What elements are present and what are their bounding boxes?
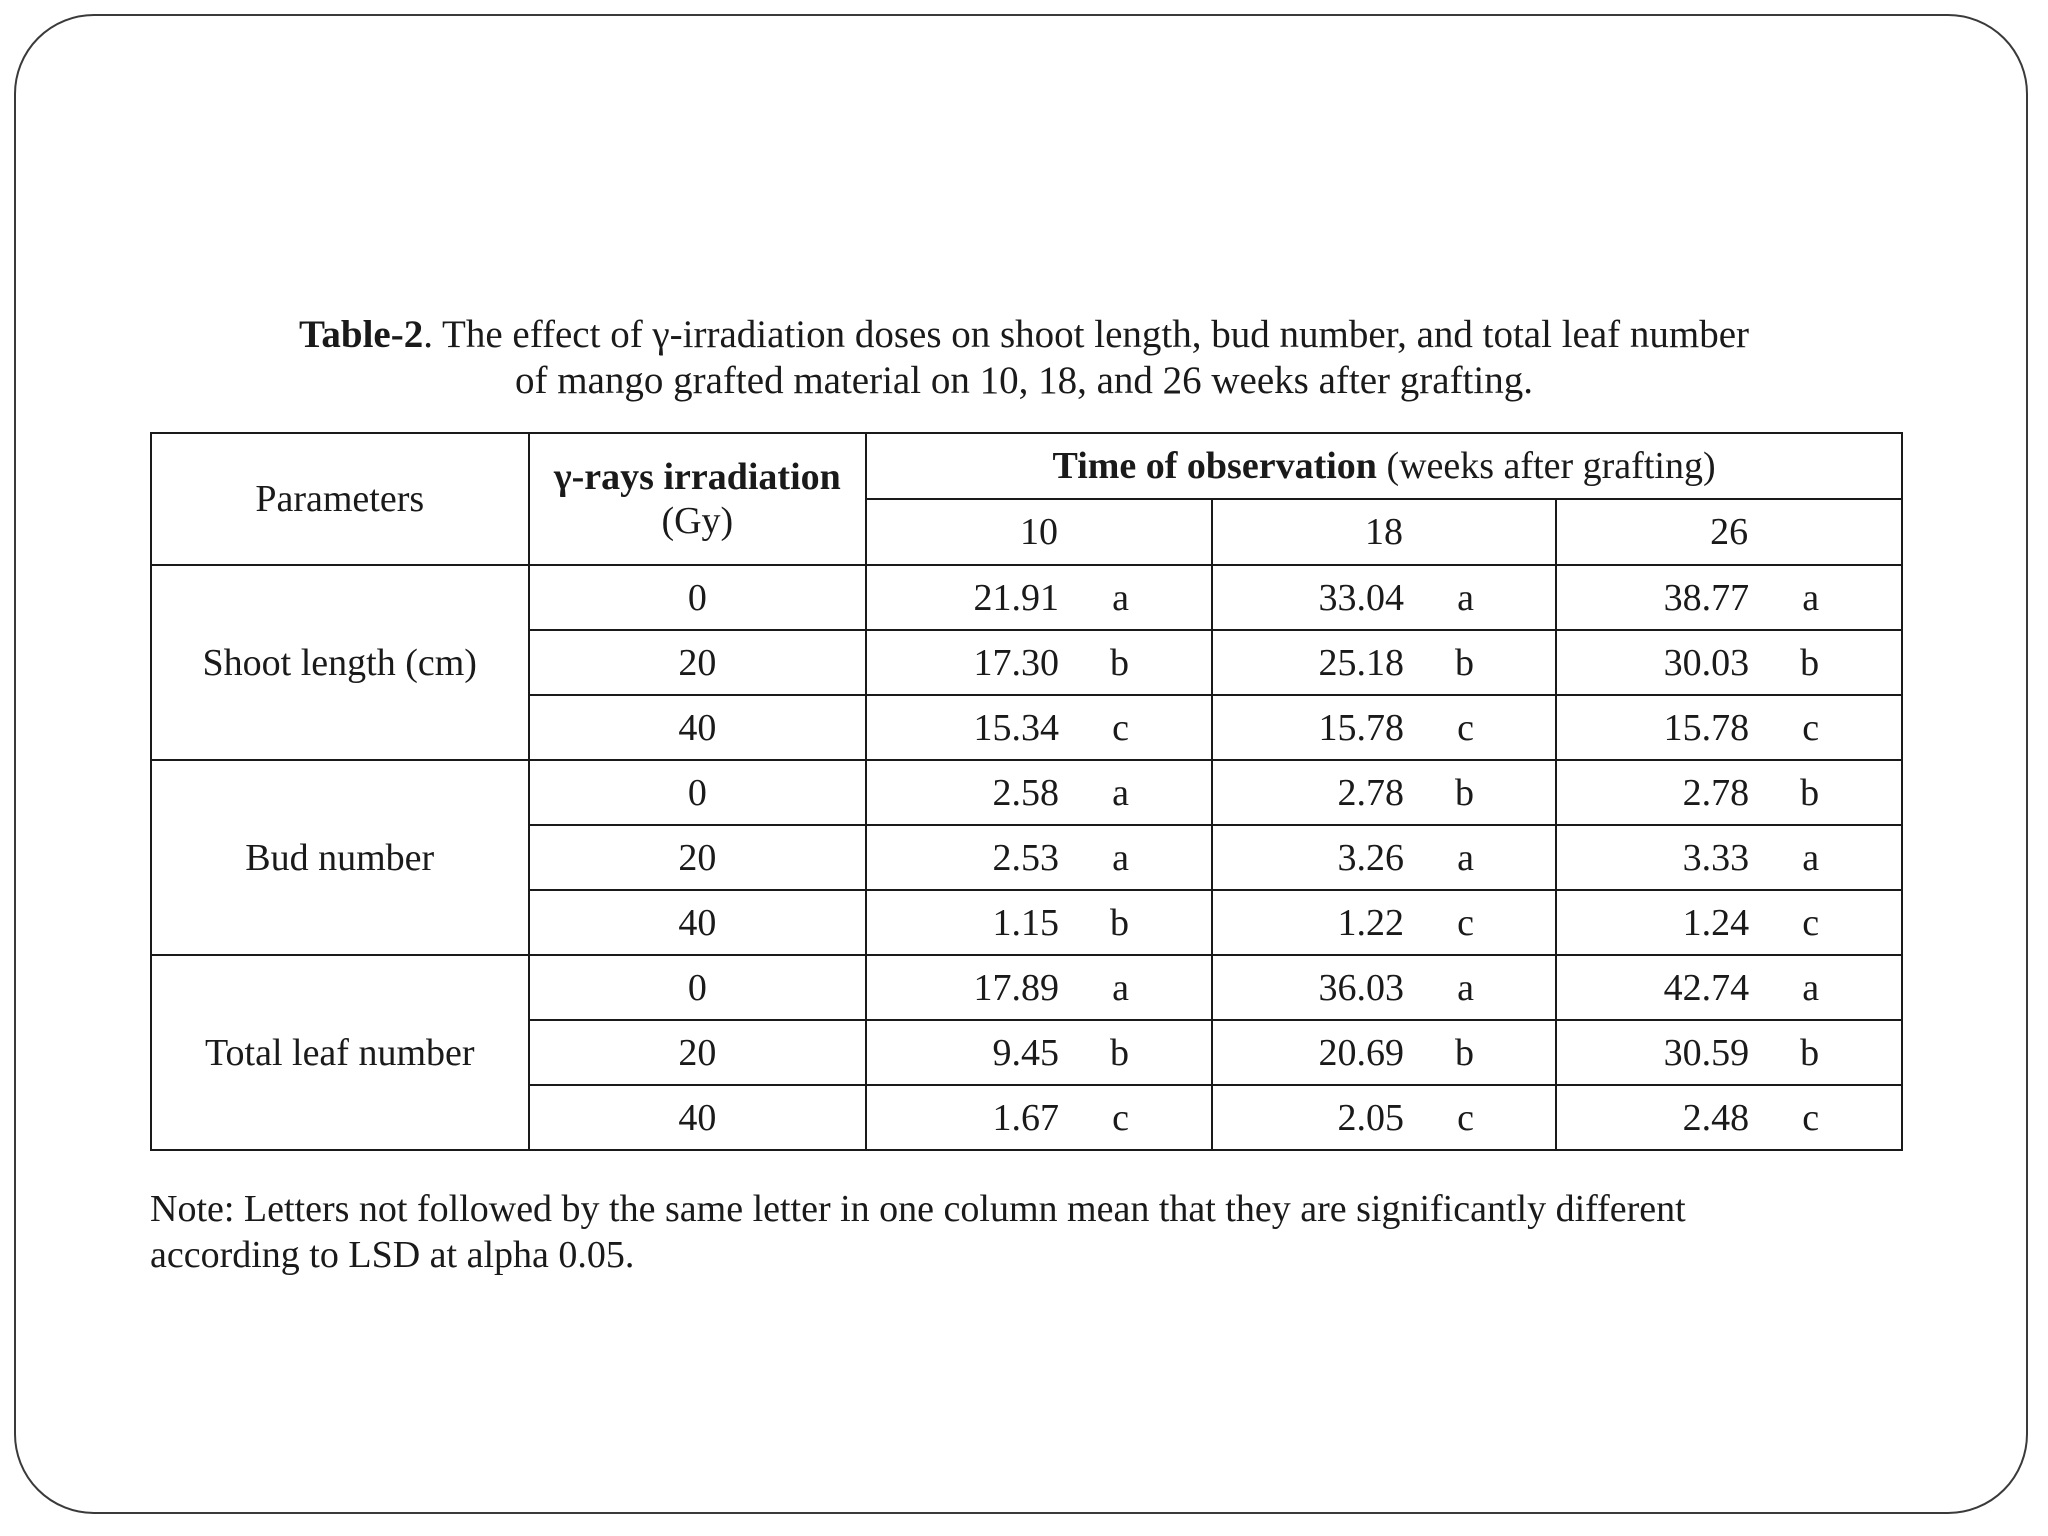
dose-cell: 20 — [529, 825, 867, 890]
value-number: 30.59 — [1663, 1031, 1750, 1074]
value-number: 2.78 — [1682, 771, 1750, 814]
header-irradiation-unit: (Gy) — [661, 500, 734, 542]
value-number: 2.78 — [1337, 771, 1405, 814]
value-number: 33.04 — [1318, 576, 1405, 619]
value-number: 36.03 — [1318, 966, 1405, 1009]
parameter-cell: Shoot length (cm) — [151, 565, 529, 760]
significance-letter: c — [1457, 901, 1475, 944]
dose-cell: 0 — [529, 565, 867, 630]
value-number: 1.24 — [1682, 901, 1750, 944]
value-number: 17.89 — [973, 966, 1059, 1009]
value-cell — [866, 955, 1212, 1020]
value-number: 42.74 — [1663, 966, 1750, 1009]
dose-cell: 40 — [529, 1085, 867, 1150]
value-cell — [1556, 760, 1902, 825]
table-caption — [150, 312, 1898, 404]
note-line-1: Note: Letters not followed by the same letter in one column mean that they are significantly different — [150, 1188, 1686, 1230]
value-cell — [1212, 890, 1557, 955]
dose-cell: 20 — [529, 630, 867, 695]
header-week: 10 — [866, 499, 1212, 565]
significance-letter: b — [1109, 641, 1129, 684]
dose-cell: 0 — [529, 760, 867, 825]
header-time — [866, 433, 1902, 499]
value-cell — [866, 760, 1212, 825]
header-week: 18 — [1212, 499, 1557, 565]
value-number: 15.34 — [973, 706, 1059, 749]
significance-letter: a — [1802, 576, 1820, 619]
significance-letter: b — [1800, 771, 1820, 814]
value-number: 9.45 — [992, 1031, 1059, 1074]
value-number: 1.22 — [1337, 901, 1405, 944]
header-time-label: Time of observation — [1052, 445, 1377, 487]
significance-letter: c — [1802, 1096, 1820, 1139]
dose-cell: 40 — [529, 890, 867, 955]
value-cell — [866, 890, 1212, 955]
significance-letter: c — [1802, 706, 1820, 749]
dose-cell: 0 — [529, 955, 867, 1020]
significance-letter: a — [1457, 576, 1475, 619]
header-parameters: Parameters — [151, 433, 529, 565]
parameter-cell: Bud number — [151, 760, 529, 955]
value-cell — [1212, 630, 1557, 695]
value-cell — [1212, 955, 1557, 1020]
table-note — [150, 1186, 1910, 1278]
significance-letter: c — [1112, 706, 1129, 749]
significance-letter: a — [1802, 836, 1820, 879]
value-cell — [866, 630, 1212, 695]
table-row — [151, 955, 1902, 1020]
value-number: 2.05 — [1337, 1096, 1405, 1139]
significance-letter: a — [1112, 966, 1129, 1009]
significance-letter: b — [1109, 1031, 1129, 1074]
header-irradiation-label: γ-rays irradiation — [553, 456, 841, 498]
value-cell — [1556, 630, 1902, 695]
table-row — [151, 565, 1902, 630]
value-cell — [866, 1020, 1212, 1085]
significance-letter: a — [1457, 836, 1475, 879]
caption-label: Table-2 — [298, 313, 424, 356]
value-cell — [1556, 955, 1902, 1020]
significance-letter: a — [1457, 966, 1475, 1009]
caption-text: . The effect of γ-irradiation doses on shoot length, bud number, and total leaf number — [423, 313, 1750, 356]
value-cell — [1556, 825, 1902, 890]
value-number: 2.53 — [992, 836, 1059, 879]
caption-line-2: of mango grafted material on 10, 18, and 26 weeks after grafting. — [515, 359, 1533, 402]
significance-letter: b — [1800, 641, 1820, 684]
value-number: 38.77 — [1663, 576, 1750, 619]
note-line-2: according to LSD at alpha 0.05. — [150, 1234, 635, 1276]
value-cell — [1212, 760, 1557, 825]
value-cell — [1556, 1085, 1902, 1150]
value-number: 15.78 — [1663, 706, 1750, 749]
value-number: 25.18 — [1318, 641, 1405, 684]
significance-letter: b — [1800, 1031, 1820, 1074]
value-cell — [1212, 565, 1557, 630]
significance-letter: a — [1112, 836, 1129, 879]
header-irradiation — [529, 433, 867, 565]
value-cell — [1556, 890, 1902, 955]
header-time-note: (weeks after grafting) — [1376, 445, 1716, 487]
significance-letter: a — [1112, 576, 1129, 619]
significance-letter: c — [1802, 901, 1820, 944]
value-cell — [1556, 565, 1902, 630]
dose-cell: 40 — [529, 695, 867, 760]
value-number: 21.91 — [973, 576, 1059, 619]
value-cell — [1212, 1085, 1557, 1150]
table-row — [151, 760, 1902, 825]
value-number: 2.58 — [992, 771, 1059, 814]
significance-letter: b — [1455, 1031, 1475, 1074]
value-number: 17.30 — [973, 641, 1059, 684]
significance-letter: c — [1457, 1096, 1475, 1139]
value-number: 30.03 — [1663, 641, 1750, 684]
significance-letter: c — [1112, 1096, 1129, 1139]
table-body — [151, 565, 1902, 1150]
significance-letter: a — [1112, 771, 1129, 814]
value-number: 1.15 — [992, 901, 1059, 944]
value-number: 15.78 — [1318, 706, 1405, 749]
dose-cell: 20 — [529, 1020, 867, 1085]
parameter-cell: Total leaf number — [151, 955, 529, 1150]
value-cell — [1556, 695, 1902, 760]
caption-line-1 — [150, 312, 1898, 358]
significance-letter: b — [1109, 901, 1129, 944]
value-cell — [1212, 825, 1557, 890]
significance-letter: b — [1455, 771, 1475, 814]
header-week: 26 — [1556, 499, 1902, 565]
significance-letter: c — [1457, 706, 1475, 749]
value-cell — [1212, 1020, 1557, 1085]
value-cell — [866, 1085, 1212, 1150]
significance-letter: a — [1802, 966, 1820, 1009]
significance-letter: b — [1455, 641, 1475, 684]
value-cell — [1556, 1020, 1902, 1085]
value-cell — [866, 825, 1212, 890]
value-cell — [866, 695, 1212, 760]
value-number: 3.26 — [1337, 836, 1405, 879]
value-cell — [866, 565, 1212, 630]
value-number: 1.67 — [992, 1096, 1059, 1139]
results-table — [150, 432, 1903, 1151]
value-number: 20.69 — [1318, 1031, 1405, 1074]
value-number: 3.33 — [1682, 836, 1750, 879]
value-cell — [1212, 695, 1557, 760]
value-number: 2.48 — [1682, 1096, 1750, 1139]
